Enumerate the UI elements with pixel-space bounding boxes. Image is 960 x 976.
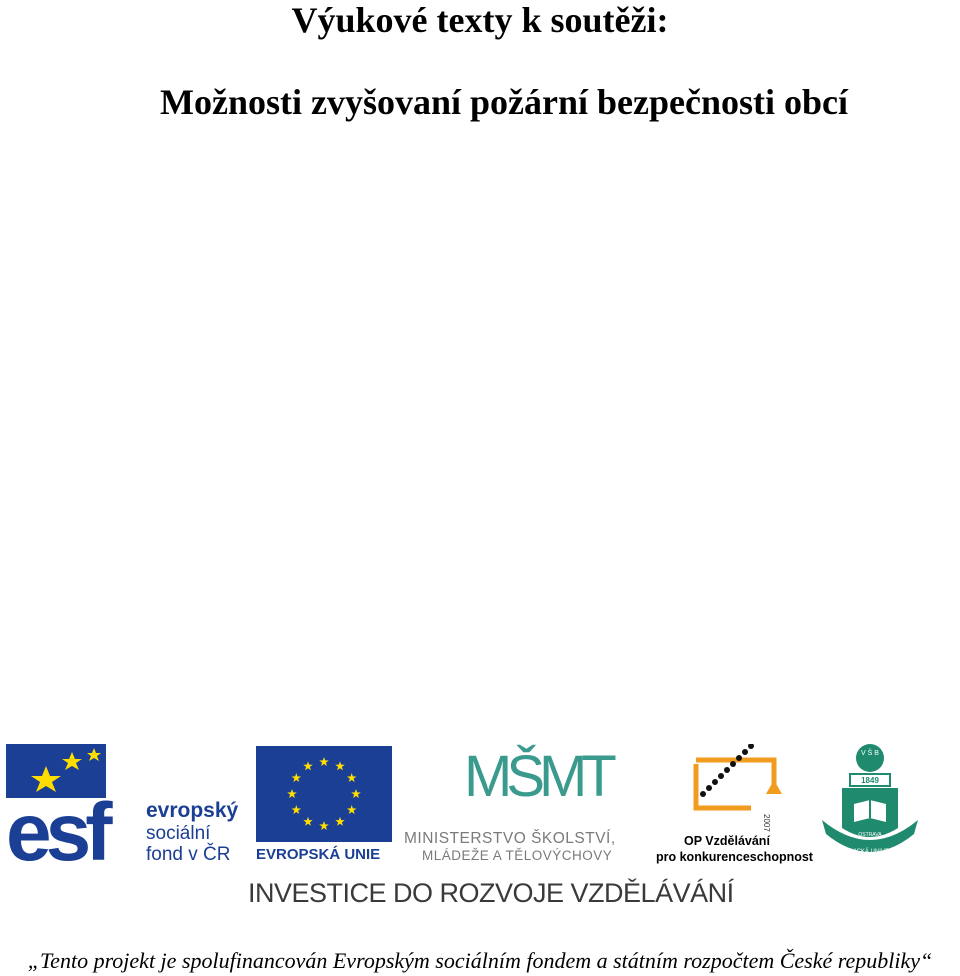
svg-text:2007-13: 2007-13 (762, 814, 771, 832)
footer-note: „Tento projekt je spolufinancován Evropským sociálním fondem a státním rozpočtem České republiky“ (27, 948, 933, 973)
investment-banner: INVESTICE DO ROZVOJE VZDĚLÁVÁNÍ (248, 878, 734, 908)
op-line2: pro konkurenceschopnost (656, 850, 813, 864)
esf-line3: fond v ČR (146, 844, 231, 865)
op-logo (656, 744, 811, 866)
document-title-line2: Možnosti zvyšovaní požární bezpečnosti obcí (160, 82, 848, 122)
msmt-line2: MLÁDEŽE A TĚLOVÝCHOVY (422, 848, 613, 863)
document-title-line1: Výukové texty k soutěži: (291, 0, 669, 40)
svg-text:esf: esf (6, 787, 107, 864)
svg-text:OSTRAVA: OSTRAVA (858, 832, 882, 838)
svg-text:V Š B: V Š B (861, 750, 879, 757)
op-line1: OP Vzdělávání (684, 834, 770, 848)
vsb-seal-icon (820, 742, 920, 862)
msmt-logo (404, 744, 649, 866)
esf-logo (6, 744, 246, 864)
svg-text:MŠMT: MŠMT (464, 744, 611, 809)
esf-line1: evropský (146, 799, 239, 822)
msmt-mark-icon (404, 744, 649, 829)
eu-logo (256, 746, 396, 866)
op-mark-icon (656, 744, 811, 832)
eu-flag-icon (256, 746, 392, 842)
msmt-line1: MINISTERSTVO ŠKOLSTVÍ, (404, 830, 616, 847)
svg-text:TECHNICKÁ UNIVERZITA: TECHNICKÁ UNIVERZITA (834, 849, 906, 855)
eu-caption: EVROPSKÁ UNIE (256, 846, 381, 863)
svg-text:1849: 1849 (861, 776, 879, 785)
vsb-logo (820, 742, 920, 862)
esf-line2: sociální (146, 823, 211, 844)
